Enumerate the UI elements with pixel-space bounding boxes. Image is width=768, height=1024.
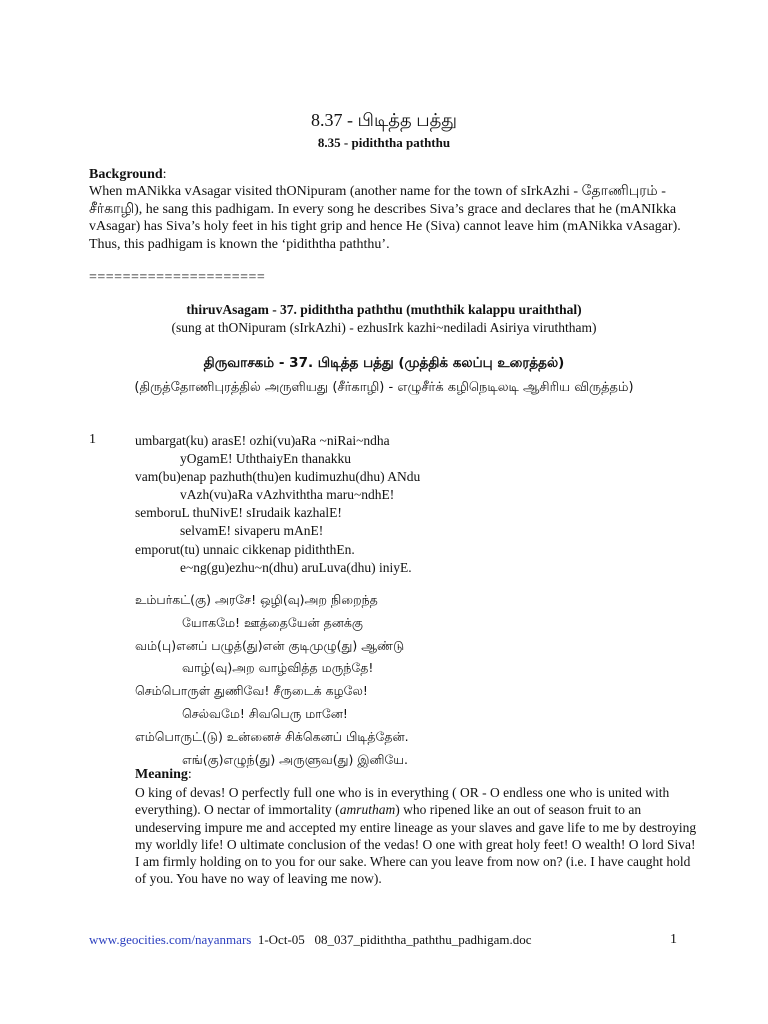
tamil-title: திருவாசகம் - 37. பிடித்த பத்து (முத்திக் கலப்பு உரைத்தல்) (203, 355, 565, 371)
verse-line: umbargat(ku) arasE! ozhi(vu)aRa ~niRai~ndha (135, 433, 390, 448)
background-heading-label: Background (89, 167, 163, 182)
page-footer (89, 932, 532, 948)
background-heading (89, 166, 695, 184)
transliteration-subtitle: (sung at thONipuram (sIrkAzhi) - ezhusIrk kazhi~nediladi Asiriya viruththam) (171, 320, 597, 335)
background-paragraph: When mANikka vAsagar visited thONipuram (another name for the town of sIrkAzhi - தோணிபுரம் - சீர்காழி), he sang this padhigam. In every song he describes Siva’s grace and declares that he (mANIkka vAsagar) has Siva’s holy feet in his tight grip and hence He (Siva) cannot leave him (mANikka vAsagar). Thus, this padhigam is known the ‘pidiththa paththu’. (89, 184, 681, 252)
meaning-heading-label: Meaning (135, 767, 188, 782)
tamil-verse-line: யோகமே! ஊத்தையேன் தனக்கு (182, 614, 363, 630)
verse-line: selvamE! sivaperu mAnE! (180, 523, 324, 539)
footer-filename: 08_037_pidiththa_paththu_padhigam.doc (314, 932, 532, 947)
footer-link[interactable]: www.geocities.com/nayanmars (89, 932, 252, 947)
footer-date: 1-Oct-05 (257, 932, 305, 947)
meaning-paragraph (135, 784, 701, 888)
meaning-text-start: O king of devas! O perfectly full one who is in everything ( OR - O endless one who is united with everything). O nectar of immortality ( (135, 785, 670, 818)
tamil-verse-line: செல்வமே! சிவபெரு மானே! (182, 705, 348, 721)
meaning-heading-colon: : (187, 767, 192, 782)
verse-line: e~ng(gu)ezhu~n(dhu) aruLuva(dhu) iniyE. (180, 559, 412, 575)
page-subtitle: 8.35 - pidiththa paththu (317, 135, 451, 150)
tamil-verse-line: உம்பர்கட்(கு) அரசே! ஒழி(வு)அற நிறைந்த (135, 592, 378, 607)
page-number: 1 (670, 932, 677, 947)
transliteration-title: thiruvAsagam - 37. pidiththa paththu (muththik kalappu uraiththal) (186, 302, 582, 317)
verse-line: yOgamE! UththaiyEn thanakku (180, 451, 351, 467)
verse-transliteration (135, 432, 695, 577)
verse-line: emporut(tu) unnaic cikkenap pidiththEn. (135, 541, 355, 557)
tamil-verse-line: வம்(பு)எனப் பழுத்(து)என் குடிமுழு(து) ஆண்டு (135, 637, 405, 653)
separator-line: ===================== (89, 270, 266, 285)
verse-tamil (135, 589, 695, 771)
meaning-heading (135, 767, 192, 783)
verse-number: 1 (89, 432, 96, 447)
verse-line: vAzh(vu)aRa vAzhviththa maru~ndhE! (180, 487, 395, 503)
meaning-text-end: ) who ripened like an out of season fruit to an undeserving impure me and accepted my entire lineage as your slaves and gave life to me by destroying my worldly life! O ultimate conclusion of the vedas! O one with great holy feet! O wealth! O lord Siva! I am firmly holding on to you for our sake. Where can you leave from now on? (i.e. I have caught hold of you. You have no way of leaving me now). (135, 802, 697, 887)
page-title: 8.37 - பிடித்த பத்து (311, 110, 457, 130)
tamil-verse-line: எம்பொருட்(டு) உன்னைச் சிக்கெனப் பிடித்தேன். (135, 728, 409, 744)
tamil-verse-line: வாழ்(வு)அற வாழ்வித்த மருந்தே! (182, 660, 374, 676)
tamil-subtitle: (திருத்தோணிபுரத்தில் அருளியது (சீர்காழி) - எழுசீர்க் கழிநெடிலடி ஆசிரிய விருத்தம்) (134, 380, 634, 395)
tamil-verse-line: எங்(கு)எழுந்(து) அருளுவ(து) இனியே. (182, 751, 408, 767)
meaning-italic-term: amrutham (339, 802, 396, 818)
verse-line: vam(bu)enap pazhuth(thu)en kudimuzhu(dhu) ANdu (135, 469, 421, 485)
verse-line: semboruL thuNivE! sIrudaik kazhalE! (135, 505, 342, 521)
background-heading-colon: : (162, 167, 167, 182)
tamil-verse-line: செம்பொருள் துணிவே! சீருடைக் கழலே! (135, 683, 368, 699)
